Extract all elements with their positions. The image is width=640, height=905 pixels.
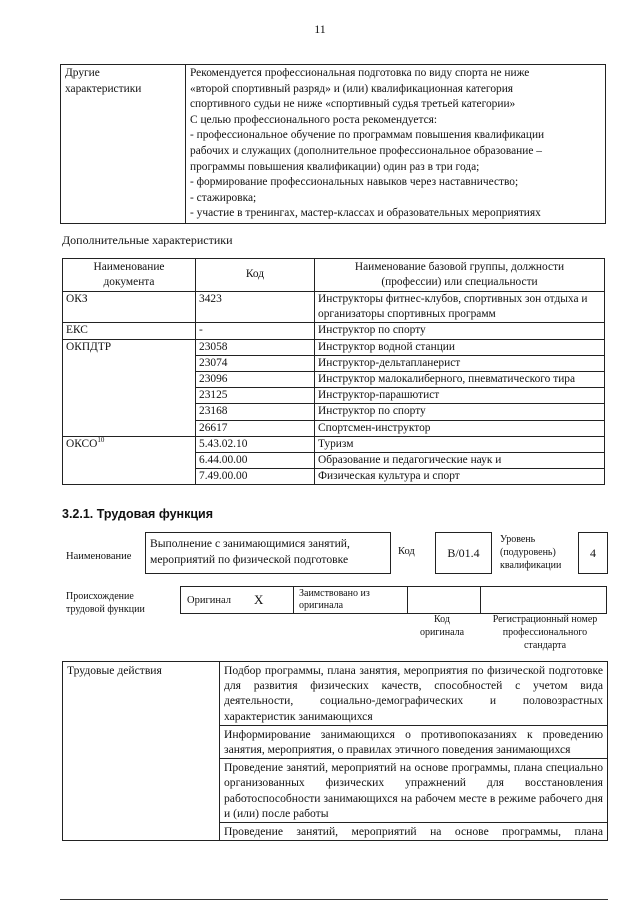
- row-name: Инструктор малокалиберного, пневматического тира: [315, 372, 605, 388]
- row-name: Инструктор водной станции: [315, 339, 605, 355]
- function-name-box: Выполнение с занимающимися занятий, мероприятий по физической подготовке: [145, 532, 391, 574]
- table-row: [63, 453, 605, 469]
- row-code: 23058: [196, 339, 315, 355]
- additional-characteristics-title: Дополнительные характеристики: [62, 233, 233, 247]
- labor-actions-label: Трудовые действия: [63, 662, 220, 841]
- code-original-label: Код оригинала: [419, 614, 465, 638]
- table-row: [63, 469, 605, 485]
- labor-function-title: 3.2.1. Трудовая функция: [62, 507, 214, 521]
- row-name: Туризм: [315, 436, 605, 452]
- row-code: 26617: [196, 420, 315, 436]
- code-value: В/01.4: [447, 546, 480, 560]
- header-document: Наименование документа: [63, 259, 196, 292]
- header-code: Код: [196, 259, 315, 292]
- table-row: [63, 388, 605, 404]
- row-code: 23168: [196, 404, 315, 420]
- reg-number-label: Регистрационный номер профессионального стандарта: [492, 614, 598, 651]
- original-mark: X: [254, 592, 264, 607]
- row-doc: [63, 404, 196, 420]
- row-code: 23074: [196, 355, 315, 371]
- additional-characteristics-table: [62, 258, 605, 485]
- origin-row: [180, 586, 607, 614]
- table-row: [63, 355, 605, 371]
- origin-label: Происхождение трудовой функции: [66, 591, 145, 615]
- row-code: 23096: [196, 372, 315, 388]
- row-code: 7.49.00.00: [196, 469, 315, 485]
- row-doc: [63, 388, 196, 404]
- other-characteristics-table: [60, 64, 606, 224]
- level-box: [578, 532, 608, 574]
- row-doc: ОКСО$^{10}$: [63, 436, 196, 452]
- row-code: 5.43.02.10: [196, 436, 315, 452]
- row-name: Инструктор-дельтапланерист: [315, 355, 605, 371]
- other-characteristics-label: Другие характеристики: [61, 65, 186, 224]
- row-doc: [63, 355, 196, 371]
- row-doc: [63, 420, 196, 436]
- level-label: Уровень (подуровень) квалификации: [500, 534, 562, 571]
- row-name: Образование и педагогические наук и: [315, 453, 605, 469]
- level-value: 4: [590, 546, 596, 560]
- row-code: 6.44.00.00: [196, 453, 315, 469]
- header-name: Наименование базовой группы, должности (профессии) или специальности: [315, 259, 605, 292]
- table-header-row: [63, 259, 605, 292]
- row-code: 3423: [196, 292, 315, 323]
- page-number: 11: [314, 22, 326, 36]
- row-doc: ЕКС: [63, 323, 196, 339]
- labor-action-item: Проведение занятий, мероприятий на основе программы, плана специально организованных физических упражнений для восстановления работоспособности занимающихся на рабочем месте в режиме рабочего дня и (или) после работы: [220, 759, 608, 823]
- table-row: [63, 662, 608, 726]
- table-row: [63, 323, 605, 339]
- row-doc: [63, 453, 196, 469]
- row-name: Инструктор по спорту: [315, 404, 605, 420]
- code-box: [435, 532, 492, 574]
- name-label: Наименование: [66, 551, 132, 562]
- row-name: Спортсмен-инструктор: [315, 420, 605, 436]
- row-code: 23125: [196, 388, 315, 404]
- row-name: Физическая культура и спорт: [315, 469, 605, 485]
- row-code: -: [196, 323, 315, 339]
- code-label: Код: [398, 546, 415, 557]
- row-name: Инструктор-парашютист: [315, 388, 605, 404]
- table-row: [63, 372, 605, 388]
- table-row: [63, 292, 605, 323]
- row-name: Инструкторы фитнес-клубов, спортивных зон отдыха и организаторы спортивных программ: [315, 292, 605, 323]
- table-row: [63, 404, 605, 420]
- table-row: [63, 420, 605, 436]
- row-doc: ОКПДТР: [63, 339, 196, 355]
- row-doc: [63, 469, 196, 485]
- labor-action-item: Проведение занятий, мероприятий на основе программы, плана: [220, 823, 608, 841]
- table-row: [63, 339, 605, 355]
- row-doc: ОКЗ: [63, 292, 196, 323]
- labor-actions-table: [62, 661, 608, 841]
- row-doc: [63, 372, 196, 388]
- row-name: Инструктор по спорту: [315, 323, 605, 339]
- original-label: Оригинал: [187, 595, 231, 606]
- labor-action-item: Информирование занимающихся о противопоказаниях к проведению занятия, мероприятия, о правилах этичного поведения занимающихся: [220, 725, 608, 758]
- page-bottom-rule: [60, 899, 608, 900]
- other-characteristics-text: Рекомендуется профессиональная подготовка по виду спорта не ниже «второй спортивный разряд» и (или) квалификационная категория спортивного судьи не ниже «спортивный судья третьей категории» С целью профессионального роста рекомендуется: - профессиональное обучение по программам повышения квалификации рабочих и служащих (дополнительное профессиональное образование – программы повышения квалификации) один раз в три года; - формирование профессиональных навыков через наставничество; - стажировка; - участие в тренингах, мастер-классах и образовательных мероприятиях: [186, 65, 606, 224]
- borrowed-label: Заимствовано из оригинала: [299, 588, 370, 611]
- labor-action-item: Подбор программы, плана занятия, мероприятия по физической подготовке для развития физических качеств, способностей с учетом вида деятельности, социально-демографических и половозрастных характеристик занимающихся: [220, 662, 608, 726]
- table-row: [63, 436, 605, 452]
